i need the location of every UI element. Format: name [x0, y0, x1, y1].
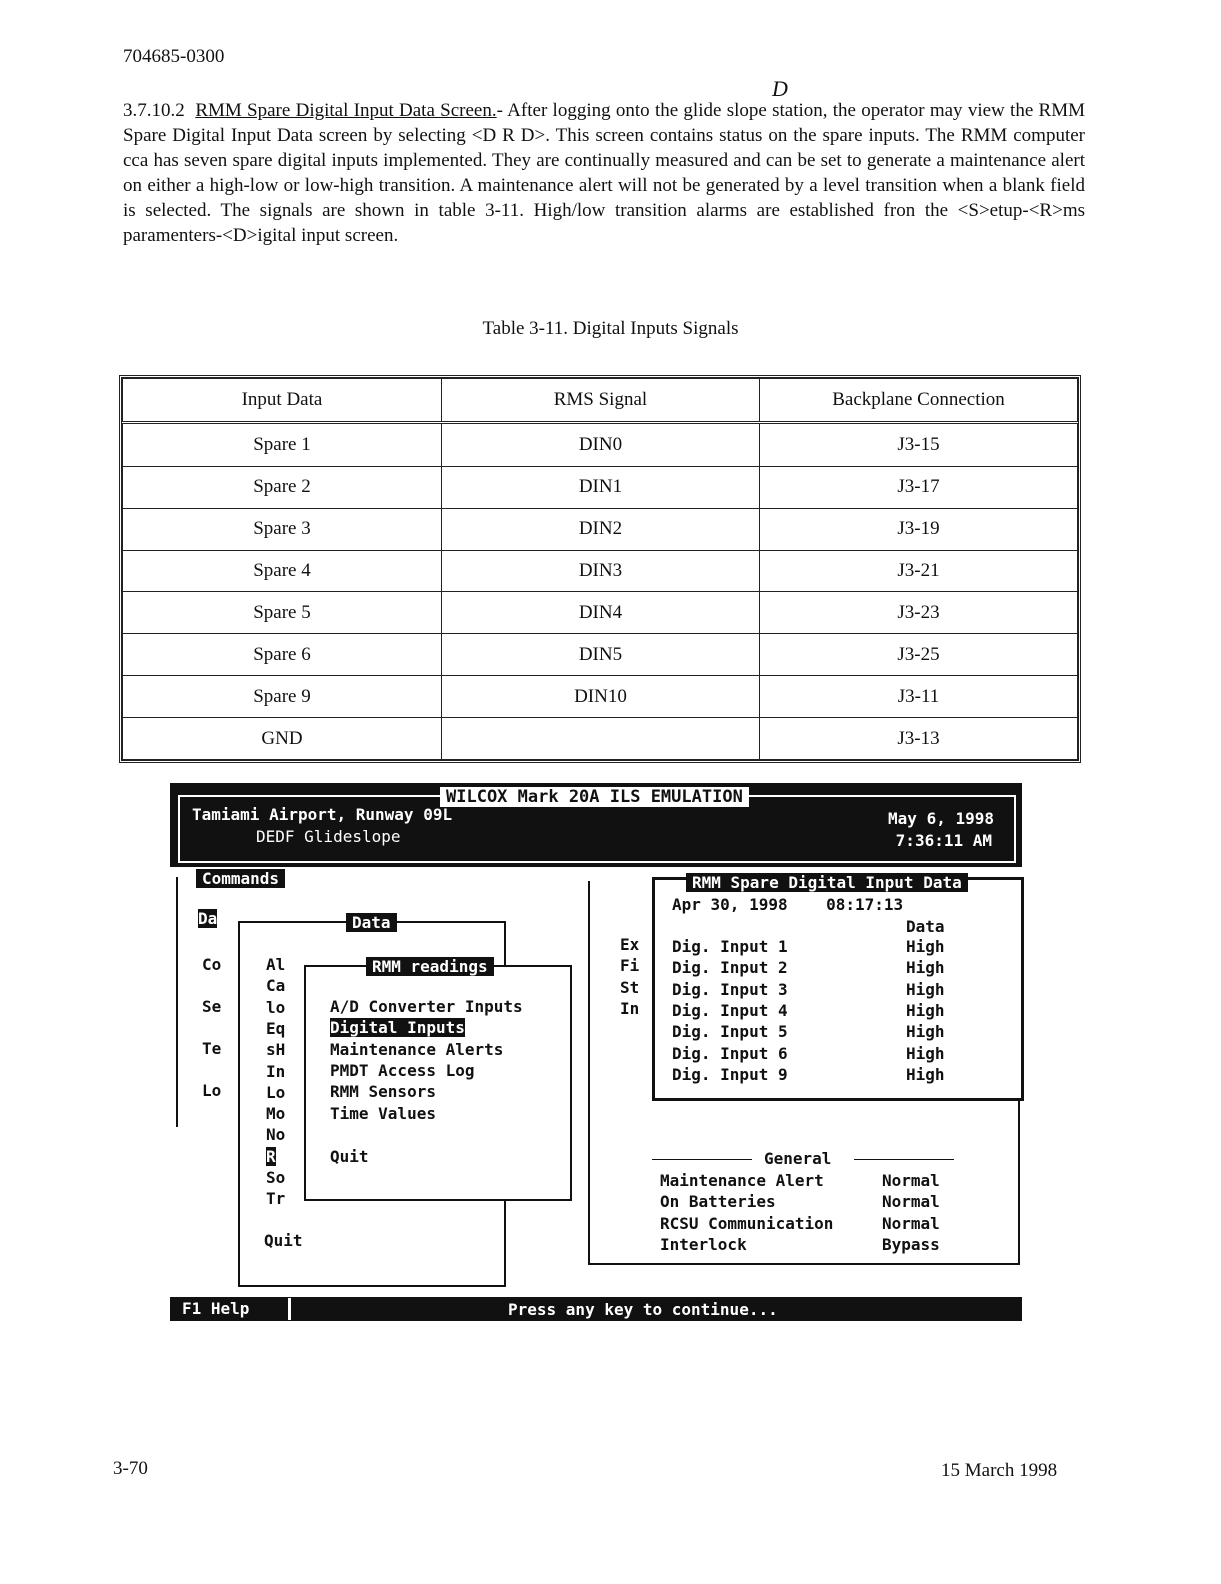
general-divider: [854, 1159, 954, 1160]
table-cell: DIN2: [441, 508, 759, 550]
data-menu-item[interactable]: Tr: [266, 1189, 286, 1209]
window-title: WILCOX Mark 20A ILS EMULATION: [440, 787, 749, 807]
time-text: 7:36:11 AM: [895, 831, 992, 850]
table-cell: [441, 718, 759, 760]
table-cell: J3-25: [759, 634, 1077, 676]
station-text: DEDF Glideslope: [256, 827, 401, 846]
digital-inputs-table: [119, 375, 1081, 763]
data-label: Data: [346, 913, 397, 932]
table-cell: DIN10: [441, 676, 759, 718]
data-menu-item[interactable]: No: [266, 1125, 286, 1145]
background-menu-item: St: [620, 977, 640, 997]
table-row: [123, 550, 1078, 592]
data-menu-item[interactable]: In: [266, 1061, 286, 1081]
data-menu-item[interactable]: Ca: [266, 976, 286, 996]
continue-prompt: Press any key to continue...: [508, 1300, 778, 1319]
spare-input-name: Dig. Input 2: [672, 958, 788, 978]
rmm-menu-item[interactable]: RMM Sensors: [330, 1082, 436, 1102]
rmm-menu-item[interactable]: Maintenance Alerts: [330, 1039, 504, 1059]
general-status-value: Normal: [882, 1213, 940, 1233]
data-menu-item[interactable]: So: [266, 1168, 286, 1187]
general-status-value: Normal: [882, 1171, 940, 1190]
section-heading: RMM Spare Digital Input Data Screen.: [195, 100, 497, 121]
table-cell: DIN1: [441, 466, 759, 508]
rmm-menu-item[interactable]: Time Values: [330, 1103, 436, 1123]
terminal-screenshot: [170, 783, 1022, 1323]
general-status-value: Normal: [882, 1192, 940, 1212]
command-item-setup[interactable]: Se: [202, 997, 222, 1016]
general-status-name: Maintenance Alert: [660, 1171, 824, 1190]
table-cell: J3-17: [759, 466, 1077, 508]
table-row: [123, 423, 1078, 467]
table-row: [123, 634, 1078, 676]
table-cell: Spare 5: [123, 592, 442, 634]
spare-input-value: High: [906, 937, 945, 956]
section-body: - After logging onto the glide slope station, the operator may view the RMM Spare Digital Input Data screen by selecting <D R D>. This screen contains status on the spare inputs. The RMM computer cca has seven spare digital inputs implemented. They are continually measured and can be set to generate a maintenance alert on either a high-low or low-high transition. A maintenance alert will not be generated by a level transition when a blank field is selected. The signals are shown in table 3-11. High/low transition alarms are established fron the <S>etup-<R>ms paramenters-<D>igital input screen.: [123, 100, 1086, 246]
table-cell: Spare 6: [123, 634, 442, 676]
table-cell: Spare 1: [123, 423, 442, 467]
background-menu-item: Ex: [620, 935, 640, 954]
page-number: 3-70: [113, 1458, 148, 1479]
spare-input-name: Dig. Input 4: [672, 1000, 788, 1020]
spare-timestamp: Apr 30, 1998 08:17:13: [672, 895, 904, 914]
table-cell: J3-19: [759, 508, 1077, 550]
section-number: 3.7.10.2: [123, 100, 185, 121]
command-item-data[interactable]: Da: [198, 909, 218, 928]
data-menu-item[interactable]: Al: [266, 955, 286, 974]
column-header: Input Data: [123, 379, 442, 423]
spare-input-label: RMM Spare Digital Input Data: [686, 873, 968, 892]
spare-input-name: Dig. Input 1: [672, 937, 788, 956]
rmm-menu-item[interactable]: A/D Converter Inputs: [330, 997, 523, 1016]
rmm-readings-label: RMM readings: [366, 957, 494, 976]
spare-input-name: Dig. Input 5: [672, 1022, 788, 1042]
table-row: [123, 718, 1078, 760]
general-status-value: Bypass: [882, 1234, 940, 1254]
section-paragraph: [123, 98, 1085, 248]
general-status-name: RCSU Communication: [660, 1213, 834, 1233]
spare-input-name: Dig. Input 3: [672, 979, 788, 999]
data-menu-item[interactable]: sH: [266, 1040, 286, 1060]
table-cell: Spare 2: [123, 466, 442, 508]
spare-input-value: High: [906, 1000, 945, 1020]
general-status-name: On Batteries: [660, 1192, 776, 1212]
table-cell: J3-13: [759, 718, 1077, 760]
rmm-quit[interactable]: Quit: [330, 1147, 369, 1166]
screen-header: [170, 783, 1022, 867]
table-row: [123, 466, 1078, 508]
page-date: 15 March 1998: [941, 1460, 1058, 1481]
table-caption: Table 3-11. Digital Inputs Signals: [482, 318, 739, 339]
data-menu-item[interactable]: Mo: [266, 1104, 286, 1124]
table-row: [123, 592, 1078, 634]
table-cell: GND: [123, 718, 442, 760]
column-header: RMS Signal: [441, 379, 759, 423]
table-row: [123, 508, 1078, 550]
general-label: General: [764, 1149, 832, 1168]
table-cell: DIN4: [441, 592, 759, 634]
spare-input-value: High: [906, 979, 945, 999]
background-menu-item: Fi: [620, 956, 640, 976]
spare-input-name: Dig. Input 6: [672, 1043, 788, 1063]
spare-column-header: Data: [906, 917, 945, 936]
handwritten-mark: D: [772, 76, 788, 101]
data-menu-item[interactable]: lo: [266, 997, 286, 1017]
help-key[interactable]: F1 Help: [182, 1299, 250, 1318]
table-cell: DIN5: [441, 634, 759, 676]
table-row: [123, 676, 1078, 718]
data-menu-item[interactable]: R: [266, 1146, 276, 1166]
table-cell: Spare 9: [123, 676, 442, 718]
spare-input-value: High: [906, 958, 945, 978]
column-header: Backplane Connection: [759, 379, 1077, 423]
table-cell: J3-11: [759, 676, 1077, 718]
general-status-name: Interlock: [660, 1234, 747, 1254]
general-divider: [652, 1159, 752, 1160]
background-menu-item: In: [620, 998, 640, 1018]
spare-input-value: High: [906, 1064, 945, 1084]
table-cell: DIN0: [441, 423, 759, 467]
spare-input-name: Dig. Input 9: [672, 1064, 788, 1084]
status-bar: [170, 1297, 1022, 1321]
spare-input-value: High: [906, 1022, 945, 1042]
table-cell: J3-21: [759, 550, 1077, 592]
data-menu-item[interactable]: Eq: [266, 1018, 286, 1038]
data-quit[interactable]: Quit: [264, 1231, 303, 1250]
data-menu-item[interactable]: Lo: [266, 1082, 286, 1102]
rmm-menu-item[interactable]: PMDT Access Log: [330, 1060, 475, 1080]
table-cell: Spare 3: [123, 508, 442, 550]
location-text: Tamiami Airport, Runway 09L: [192, 805, 453, 824]
spare-input-value: High: [906, 1043, 945, 1063]
rmm-menu-item[interactable]: Digital Inputs: [330, 1018, 465, 1038]
table-cell: J3-23: [759, 592, 1077, 634]
table-cell: J3-15: [759, 423, 1077, 467]
command-item-config[interactable]: Co: [202, 955, 222, 974]
table-cell: DIN3: [441, 550, 759, 592]
table-cell: Spare 4: [123, 550, 442, 592]
command-item-logout[interactable]: Lo: [202, 1081, 222, 1100]
date-text: May 6, 1998: [888, 809, 994, 828]
document-number: 704685-0300: [123, 46, 225, 67]
command-item-test[interactable]: Te: [202, 1039, 222, 1058]
commands-label: Commands: [196, 869, 285, 888]
